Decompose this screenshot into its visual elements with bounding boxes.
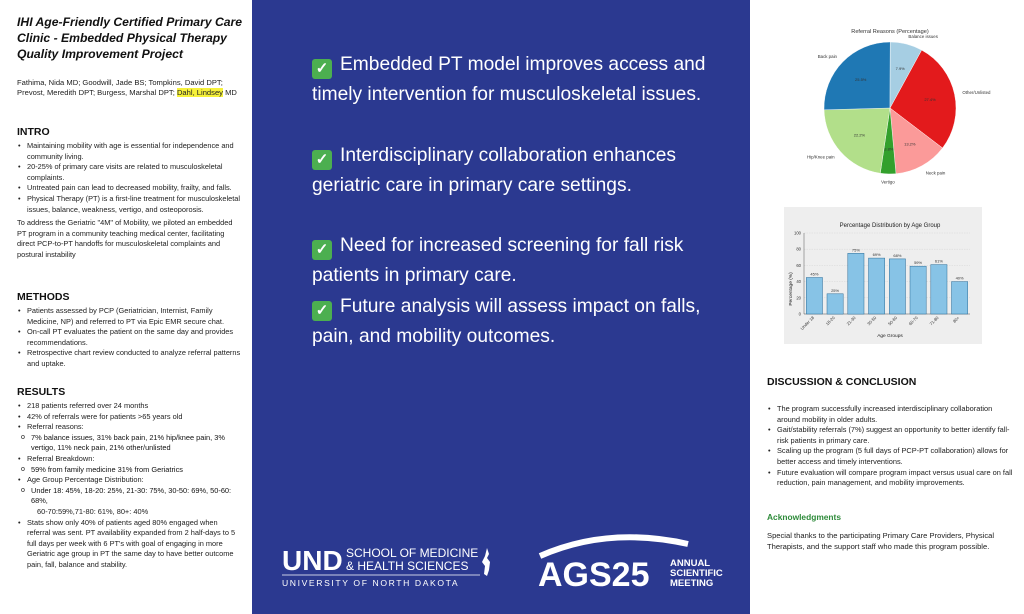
key-message-text: Future analysis will assess impact on falls, pain, and mobility outcomes. [312,296,701,347]
und-logo [282,544,497,588]
bar-value-label: 69% [872,252,881,258]
bar [889,259,905,314]
results-subitem-cont: 60-70:59%,71-80: 61%, 80+: 40% [37,506,149,516]
check-icon: ✓ [312,150,332,170]
und-line-3: UNIVERSITY OF NORTH DAKOTA [282,578,460,588]
intro-heading: INTRO [17,126,50,138]
bar-x-tick: 18-20 [824,315,836,327]
intro-bullet: • Untreated pain can lead to decreased mobility, frailty, and falls. [17,183,243,194]
pie-value-label: 7.9% [895,65,905,71]
bar-x-tick: 50-60 [886,315,899,327]
bar-x-tick: Under 18 [799,315,816,331]
results-subitem: o Under 18: 45%, 18-20: 25%, 21-30: 75%, 30-50: 69%, 50-60: 68%, [21,486,243,507]
results-bullet: • Stats show only 40% of patients aged 80% engaged when referral was sent. PT availability expanded from 2 half-days to 5 full days per week with 6 PT's with goal of engaging in more Geriatric age group in PT the same day to have better outcome pain, fall, balance and stability. [17,518,243,571]
caduceus-icon [482,548,490,576]
bar-x-tick: 60-70 [907,315,919,327]
ags-line-2: SCIENTIFIC [670,568,723,579]
discussion-bullet: • The program successfully increased interdisciplinary collaboration around mobility in older adults. [767,404,1017,425]
ags-line-1: ANNUAL [670,558,711,569]
bar-value-label: 45% [810,271,819,277]
bar [827,294,843,314]
bar [869,258,885,314]
results-bullet: • Referral Breakdown: [17,454,243,465]
methods-bullet: • On-call PT evaluates the patient on the same day and provides recommendations. [17,327,243,348]
discussion-bullet: • Scaling up the program (5 full days of PCP-PT collaboration) allows for better access and timely interventions. [767,446,1017,467]
pie-category-label: Vertigo [881,179,895,185]
bar [931,265,947,314]
bar-x-tick: 71-80 [928,315,940,327]
bar-y-tick: 60 [796,262,801,268]
discussion-bullet: • Gait/stability referrals (7%) suggest an opportunity to better identify fall-risk patients in primary care. [767,425,1017,446]
results-bullet: • 218 patients referred over 24 months [17,401,243,412]
intro-bullet: • Maintaining mobility with age is essential for independence and community living. [17,141,243,162]
und-line-2: & HEALTH SCIENCES [346,559,469,573]
intro-paragraph: To address the Geriatric "4M" of Mobility, we piloted an embedded PT program in a community teaching medical center, facilitating direct PCP-to-PT handoffs for musculoskeletal complaints and postural instability [17,218,233,259]
results-bullet: • 42% of referrals were for patients >65 years old [17,412,243,423]
discussion-section [767,404,1017,489]
results-subitem: o 59% from family medicine 31% from Geriatrics [21,465,243,476]
age-bar-chart [784,207,982,344]
results-section [17,401,243,571]
ags-line-3: MEETING [670,578,714,589]
key-message [312,141,712,201]
discussion-heading: DISCUSSION & CONCLUSION [767,376,917,388]
ags-logo [538,530,738,592]
bar-y-tick: 0 [798,311,801,317]
key-message [312,292,712,352]
methods-bullet: • Retrospective chart review conducted to analyze referral patterns and uptake. [17,348,243,369]
results-bullet: • Age Group Percentage Distribution: [17,475,243,486]
referral-pie-chart [770,24,1000,185]
pie-category-label: Neck pain [925,170,946,176]
ack-heading: Acknowledgments [767,512,841,522]
right-column [750,0,1024,614]
ack-text: Special thanks to the participating Primary Care Providers, Physical Therapists, and the support staff who made this program possible. [767,531,995,551]
bar [910,266,926,314]
bar-y-tick: 100 [794,230,801,236]
key-message-text: Embedded PT model improves access and timely intervention for musculoskeletal issues. [312,54,706,105]
authors-end: MD [222,88,237,97]
pie-category-label: Hip/Knee pain [807,154,835,160]
authors-main: Fathima, Nida MD; Goodwill, Jade BS; Tompkins, David DPT; Prevost, Meredith DPT; Burgess, Marshal DPT; [17,78,223,97]
intro-section [17,141,243,261]
bar [848,253,864,314]
bar-xlabel: Age Groups [877,334,903,339]
check-icon: ✓ [312,240,332,260]
results-bullet: • Referral reasons: [17,422,243,433]
bar-value-label: 59% [914,260,923,266]
ags-swoosh-icon [540,537,688,556]
key-message-text: Interdisciplinary collaboration enhances geriatric care in primary care settings. [312,145,676,196]
left-column [0,0,252,614]
bar-value-label: 25% [831,287,840,293]
pie-value-label: 25.5% [855,76,867,82]
methods-heading: METHODS [17,291,70,303]
pie-category-label: Other/Unlisted [962,90,991,96]
pie-slice [824,108,890,173]
und-mark: UND [282,545,343,576]
center-panel [252,0,750,614]
intro-bullet: • 20-25% of primary care visits are related to musculoskeletal complaints. [17,162,243,183]
bar-y-tick: 40 [796,279,801,285]
bar-ylabel: Percentage (%) [789,272,794,306]
key-message [312,50,712,110]
bar-value-label: 61% [934,258,943,264]
bar-x-tick: 21-30 [845,315,857,327]
bar-y-tick: 20 [796,295,801,301]
bar [952,282,968,314]
poster-title: IHI Age-Friendly Certified Primary Care Clinic - Embedded Physical Therapy Quality Improvement Project [17,15,243,61]
pie-value-label: 22.2% [853,132,866,138]
intro-bullet: • Physical Therapy (PT) is a first-line treatment for musculoskeletal issues, balance, weakness, vertigo, and osteoporosis. [17,194,243,215]
bar-x-tick: 30-50 [866,315,878,327]
pie-value-label: 27.4% [924,97,936,102]
results-subitem: o 7% balance issues, 31% back pain, 21% hip/knee pain, 3% vertigo, 11% neck pain, 21% other/unlisted [21,433,243,454]
ags-mark: AGS25 [538,556,650,594]
pie-value-label: 3.8% [884,146,894,152]
bar-x-tick: 80+ [951,315,961,324]
check-icon: ✓ [312,301,332,321]
bar-y-tick: 80 [796,246,801,252]
bar-value-label: 68% [893,252,902,258]
methods-section [17,306,243,370]
author-list [17,78,249,98]
methods-bullet: • Patients assessed by PCP (Geriatrician, Internist, Family Medicine, NP) and referred to PT via Epic EMR secure chat. [17,306,243,327]
pie-category-label: Balance issues [908,33,938,39]
authors-highlight: Dahl, Lindsey [176,88,223,97]
key-message-text: Need for increased screening for fall risk patients in primary care. [312,235,684,286]
pie-title: Referral Reasons (Percentage) [851,29,929,35]
results-heading: RESULTS [17,386,66,398]
pie-value-label: 13.2% [904,141,916,147]
bar-value-label: 40% [955,275,964,281]
bar-title: Percentage Distribution by Age Group [839,223,941,229]
discussion-bullet: • Future evaluation will compare program impact versus usual care on fall reduction, pain management, and mobility improvements. [767,468,1017,489]
key-message [312,231,712,291]
bar [806,278,822,315]
und-line-1: SCHOOL OF MEDICINE [346,546,479,560]
check-icon: ✓ [312,59,332,79]
pie-category-label: Back pain [817,53,837,59]
bar-value-label: 75% [851,247,860,253]
